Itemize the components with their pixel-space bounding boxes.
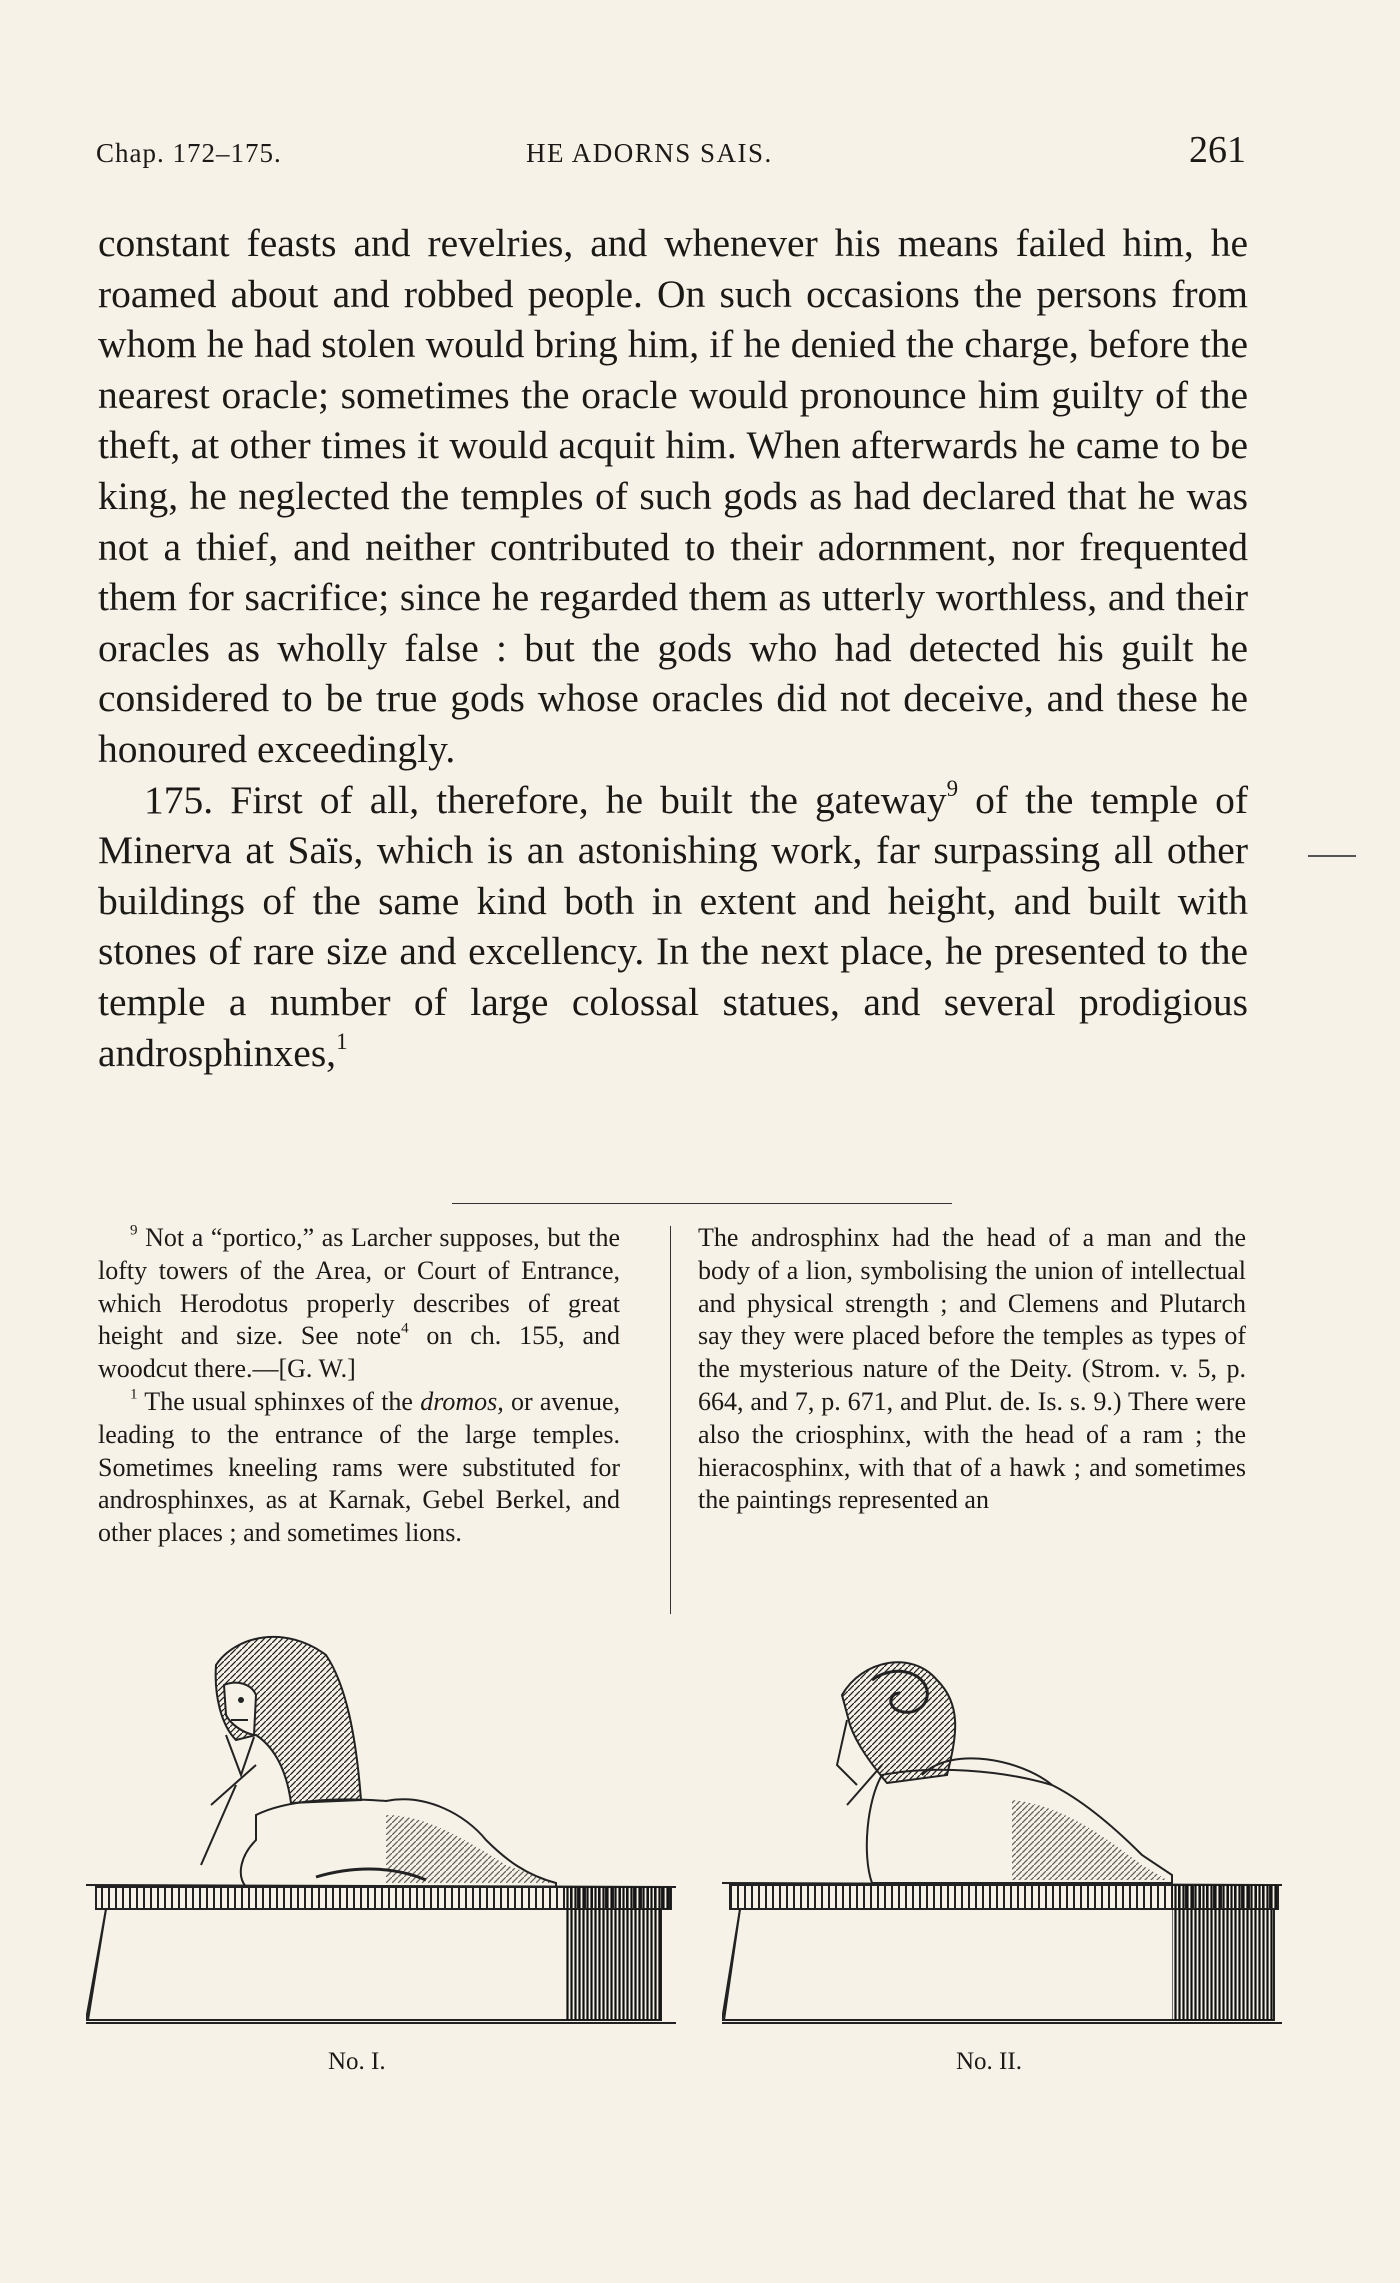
paragraph-175-part-a: 175. First of all, therefore, he built the gateway (144, 777, 947, 822)
chapter-reference: Chap. 172–175. (96, 138, 282, 168)
paragraph-175-part-b: of the temple of Minerva at Saïs, which is an astonishing work, far surpassing all other buildings of the same kind both in extent and height, and built with stones of rare size and excellency. In the next place, he presented to the temple a number of large colossal statues, and several prodigious androsphinxes, (98, 777, 1248, 1075)
footnote-ref-1[interactable]: 1 (336, 1028, 348, 1054)
running-header (96, 128, 1246, 178)
paragraph-continued: constant feasts and revelries, and whenever his means failed him, he roamed about and robbed people. On such occasions the persons from whom he had stolen would bring him, if he denied the charge, before the nearest oracle; sometimes the oracle would pronounce him guilty of the theft, at other times it would acquit him. When afterwards he came to be king, he neglected the temples of such gods as had declared that he was not a thief, and neither contributed to their adornment, nor frequented them for sacrifice; since he regarded them as utterly worthless, and their oracles as wholly false : but the gods who had detected his guilt he considered to be true gods whose oracles did not deceive, and these he honoured exceedingly. (98, 221, 1248, 771)
criosphinx-woodcut-icon (722, 1625, 1282, 2045)
running-title: HE ADORNS SAIS. (526, 138, 773, 168)
footnote-1-italic: dromos, (420, 1386, 504, 1416)
footnote-9-ref: 4 (401, 1321, 409, 1338)
footnote-1 (98, 1386, 620, 1550)
footnote-9 (98, 1222, 620, 1386)
androsphinx-woodcut-icon (86, 1625, 676, 2045)
footnote-ref-9[interactable]: 9 (946, 775, 959, 801)
main-text (98, 218, 1248, 1078)
footnote-1-marker: 1 (130, 1386, 138, 1403)
footnote-9-text-end: on ch. 155, and woodcut there.—[G. W.] (98, 1321, 620, 1384)
footnote-9-text: Not a “portico,” as Larcher supposes, but the lofty towers of the Area, or Court of Entrance, which Herodotus properly describes of great height and size. See note (98, 1223, 620, 1351)
footnote-9-marker: 9 (130, 1222, 138, 1239)
figure-caption-1: No. I. (328, 2048, 386, 2075)
footnote-1-text-a: The usual sphinxes of the (137, 1386, 421, 1416)
paragraph-175 (98, 775, 1248, 1079)
figure-androsphinx (86, 1625, 676, 2045)
footnote-rule (452, 1203, 952, 1204)
margin-dash (1308, 855, 1356, 857)
footnotes-left-column (98, 1222, 620, 1550)
page-number: 261 (1189, 129, 1246, 171)
figure-criosphinx (722, 1625, 1282, 2045)
column-divider (670, 1226, 671, 1614)
footnote-1-text-b: or avenue, leading to the entrance of the large temples. Sometimes kneeling rams were substituted for androsphinxes, as at Karnak, Gebel Berkel, and other places ; and sometimes lions. (98, 1386, 620, 1548)
footnotes-right-column (698, 1222, 1246, 1517)
footnote-1-continued: The androsphinx had the head of a man and the body of a lion, symbolising the union of intellectual and physical strength ; and Clemens and Plutarch say they were placed before the temples as types of the mysterious nature of the Deity. (Strom. v. 5, p. 664, and 7, p. 671, and Plut. de. Is. s. 9.) There were also the criosphinx, with the head of a ram ; the hieracosphinx, with that of a hawk ; and sometimes the paintings represented an (698, 1223, 1246, 1515)
figure-caption-2: No. II. (956, 2048, 1022, 2075)
